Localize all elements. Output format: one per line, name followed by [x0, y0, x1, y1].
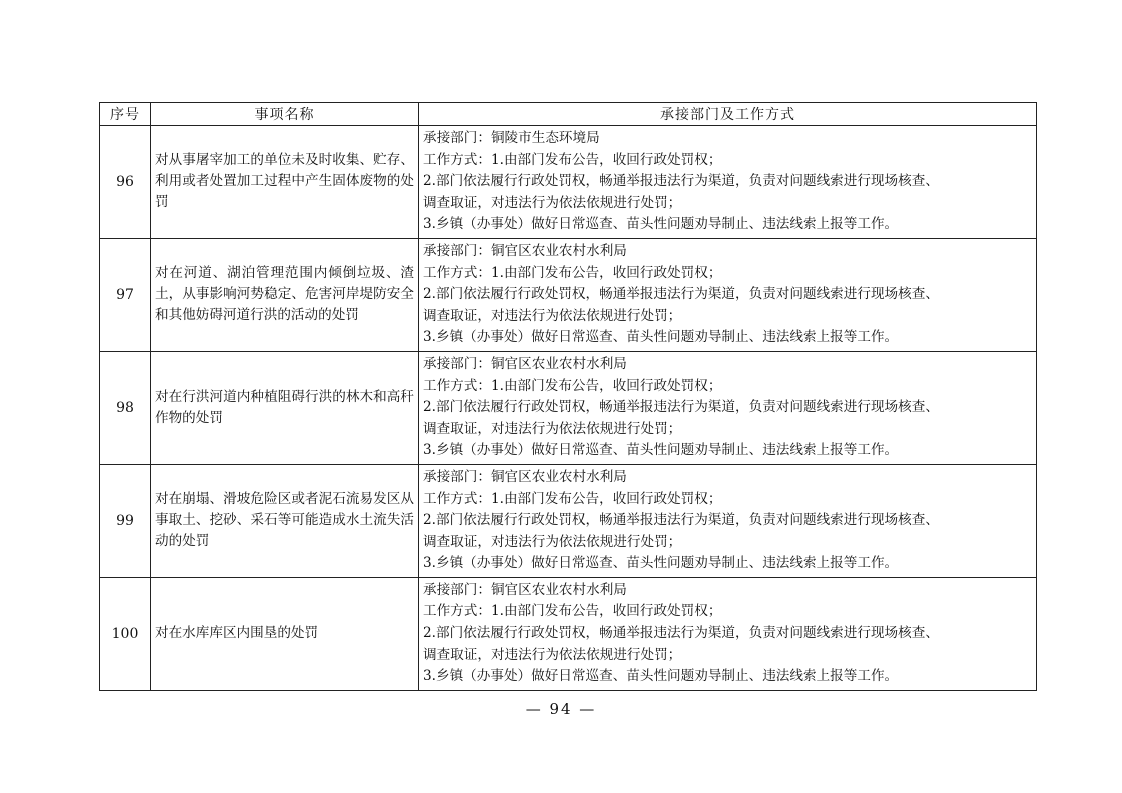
row-item-name: 对在行洪河道内种植阻碍行洪的林木和高秆作物的处罚 — [151, 351, 419, 464]
table-row — [100, 464, 1037, 577]
method-step-3-line: 3.乡镇（办事处）做好日常巡查、苗头性问题劝导制止、违法线索上报等工作。 — [423, 555, 899, 572]
row-item-name: 对在崩塌、滑坡危险区或者泥石流易发区从事取土、挖砂、采石等可能造成水土流失活动的处罚 — [151, 464, 419, 577]
method-step-2-continued-line: 调查取证，对违法行为依法依规进行处罚； — [423, 307, 682, 324]
method-step-2-continued-line: 调查取证，对违法行为依法依规进行处罚； — [423, 646, 682, 663]
row-serial-number: 98 — [100, 351, 151, 464]
method-line: 工作方式：1.由部门发布公告，收回行政处罚权； — [423, 151, 722, 168]
method-step-2-line: 2.部门依法履行行政处罚权，畅通举报违法行为渠道，负责对问题线索进行现场核查、 — [423, 173, 939, 190]
method-step-2-continued-line: 调查取证，对违法行为依法依规进行处罚； — [423, 194, 682, 211]
row-department-method — [419, 464, 1037, 577]
items-table — [99, 102, 1037, 691]
row-item-name: 对在水库库区内围垦的处罚 — [151, 577, 419, 690]
method-step-3-line: 3.乡镇（办事处）做好日常巡查、苗头性问题劝导制止、违法线索上报等工作。 — [423, 216, 899, 233]
method-step-3-line: 3.乡镇（办事处）做好日常巡查、苗头性问题劝导制止、违法线索上报等工作。 — [423, 329, 899, 346]
page-number: — 94 — — [525, 700, 597, 718]
row-serial-number: 97 — [100, 238, 151, 351]
row-item-name: 对从事屠宰加工的单位未及时收集、贮存、利用或者处置加工过程中产生固体废物的处罚 — [151, 126, 419, 239]
row-serial-number: 99 — [100, 464, 151, 577]
header-row — [100, 103, 1037, 126]
method-line: 工作方式：1.由部门发布公告，收回行政处罚权； — [423, 490, 722, 507]
method-step-3-line: 3.乡镇（办事处）做好日常巡查、苗头性问题劝导制止、违法线索上报等工作。 — [423, 668, 899, 685]
method-step-2-line: 2.部门依法履行行政处罚权，畅通举报违法行为渠道，负责对问题线索进行现场核查、 — [423, 512, 939, 529]
method-step-3-line: 3.乡镇（办事处）做好日常巡查、苗头性问题劝导制止、违法线索上报等工作。 — [423, 442, 899, 459]
method-step-2-continued-line: 调查取证，对违法行为依法依规进行处罚； — [423, 533, 682, 550]
header-item-name: 事项名称 — [151, 103, 419, 126]
row-department-method — [419, 238, 1037, 351]
row-department-method — [419, 577, 1037, 690]
table-body — [100, 126, 1037, 691]
department-line: 承接部门：铜官区农业农村水利局 — [423, 355, 627, 372]
method-line: 工作方式：1.由部门发布公告，收回行政处罚权； — [423, 377, 722, 394]
department-line: 承接部门：铜官区农业农村水利局 — [423, 242, 627, 259]
row-department-method — [419, 126, 1037, 239]
table-row — [100, 351, 1037, 464]
table-row — [100, 577, 1037, 690]
header-serial-number: 序号 — [100, 103, 151, 126]
row-item-name: 对在河道、湖泊管理范围内倾倒垃圾、渣土，从事影响河势稳定、危害河岸堤防安全和其他妨碍河道行洪的活动的处罚 — [151, 238, 419, 351]
row-department-method — [419, 351, 1037, 464]
department-line: 承接部门：铜官区农业农村水利局 — [423, 581, 627, 598]
method-step-2-continued-line: 调查取证，对违法行为依法依规进行处罚； — [423, 420, 682, 437]
method-line: 工作方式：1.由部门发布公告，收回行政处罚权； — [423, 603, 722, 620]
department-line: 承接部门：铜陵市生态环境局 — [423, 130, 600, 146]
table-row — [100, 126, 1037, 239]
table-row — [100, 238, 1037, 351]
method-step-2-line: 2.部门依法履行行政处罚权，畅通举报违法行为渠道，负责对问题线索进行现场核查、 — [423, 399, 939, 416]
table-header — [100, 103, 1037, 126]
method-line: 工作方式：1.由部门发布公告，收回行政处罚权； — [423, 264, 722, 281]
department-line: 承接部门：铜官区农业农村水利局 — [423, 468, 627, 485]
method-step-2-line: 2.部门依法履行行政处罚权，畅通举报违法行为渠道，负责对问题线索进行现场核查、 — [423, 625, 939, 642]
method-step-2-line: 2.部门依法履行行政处罚权，畅通举报违法行为渠道，负责对问题线索进行现场核查、 — [423, 286, 939, 303]
row-serial-number: 96 — [100, 126, 151, 239]
header-department-method: 承接部门及工作方式 — [419, 103, 1037, 126]
row-serial-number: 100 — [100, 577, 151, 690]
